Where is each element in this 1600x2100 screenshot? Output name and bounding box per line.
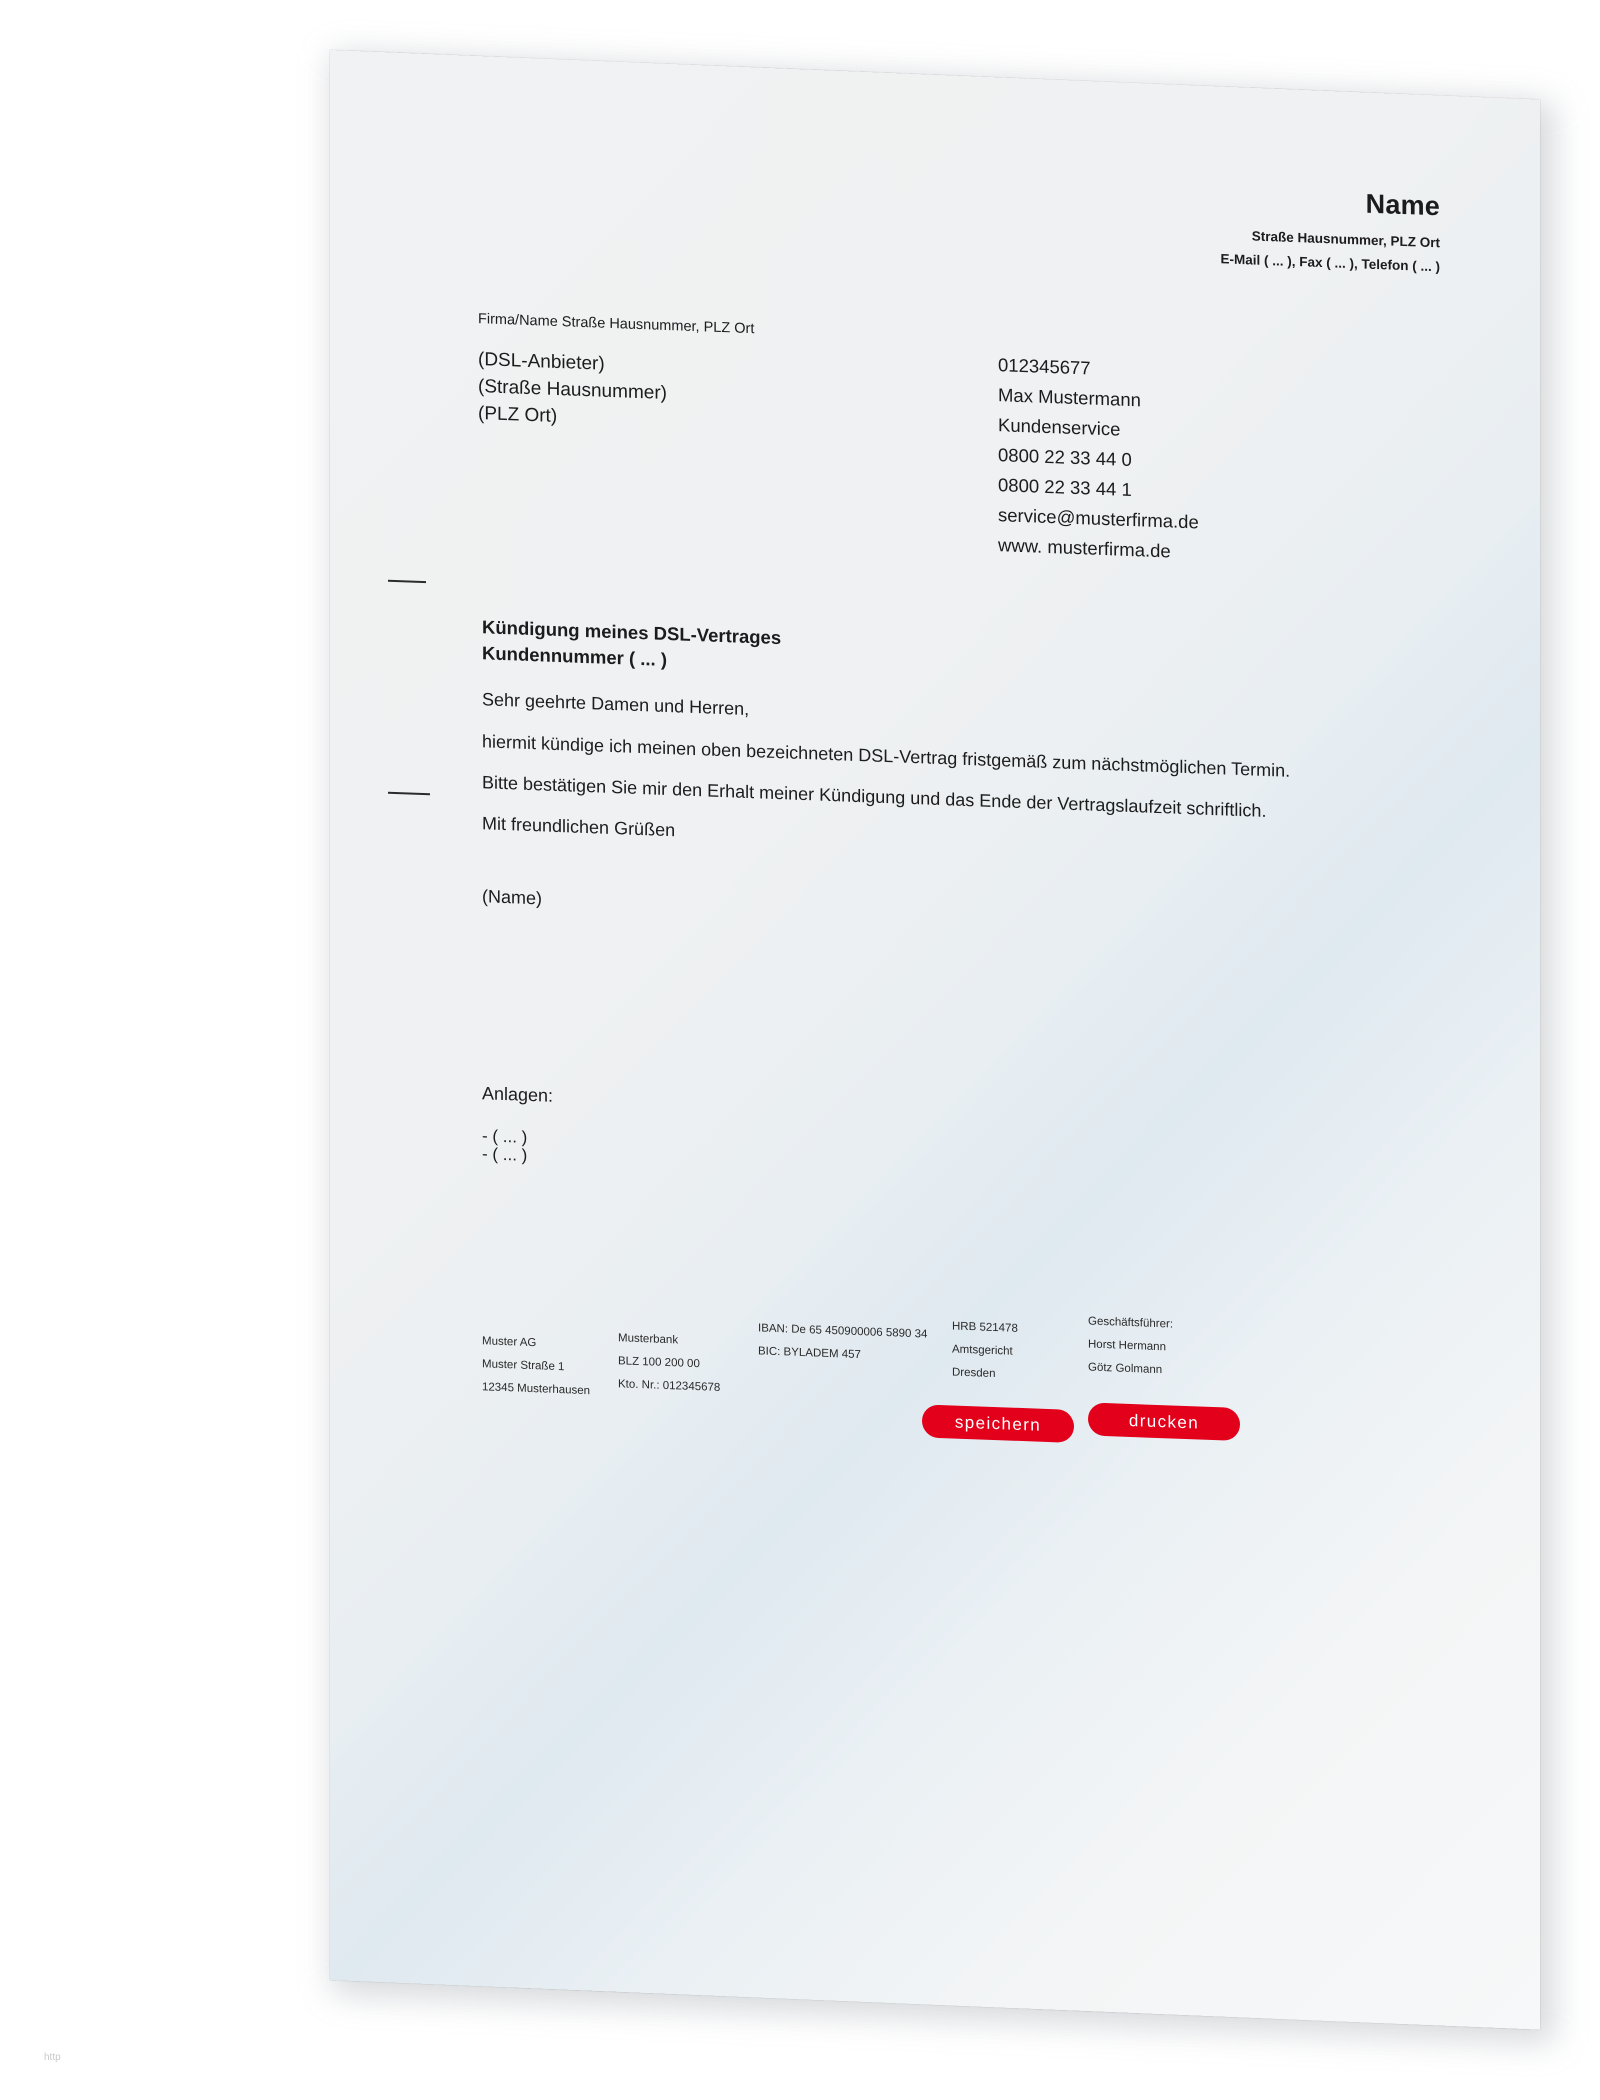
- contact-person-name: Max Mustermann: [998, 384, 1141, 411]
- print-button[interactable]: drucken: [1088, 1402, 1240, 1441]
- footer-management-block: [1088, 1310, 1173, 1382]
- subject-line-1: Kündigung meines DSL-Vertrages: [482, 616, 782, 649]
- footer-bank-line-1: Musterbank: [618, 1332, 679, 1347]
- footer-bank-line-3: Kto. Nr.: 012345678: [618, 1378, 721, 1394]
- closing-phrase: Mit freundlichen Grüßen: [482, 813, 676, 841]
- sender-reference-line: Firma/Name Straße Hausnummer, PLZ Ort: [478, 311, 755, 338]
- contact-phone: 0800 22 33 44 0: [998, 444, 1132, 471]
- footer-company-line-3: 12345 Musterhausen: [482, 1381, 591, 1398]
- footer-register-line-2: Amtsgericht: [952, 1343, 1013, 1358]
- footer-company-block: [482, 1330, 590, 1403]
- salutation: Sehr geehrte Damen und Herren,: [482, 689, 750, 720]
- footer-register-line-3: Dresden: [952, 1366, 996, 1381]
- footer-management-title: Geschäftsführer:: [1088, 1315, 1174, 1331]
- footer-management-name-2: Götz Golmann: [1088, 1361, 1163, 1377]
- footer-company-line-2: Muster Straße 1: [482, 1358, 565, 1374]
- attachment-item-2: - ( ... ): [482, 1144, 528, 1165]
- footer-register-line-1: HRB 521478: [952, 1320, 1018, 1335]
- attachment-item-1: - ( ... ): [482, 1126, 528, 1147]
- subject-line-2: Kundennummer ( ... ): [482, 642, 667, 670]
- contact-department: Kundenservice: [998, 414, 1121, 440]
- footer-bic-line: BIC: BYLADEM 457: [758, 1345, 861, 1362]
- footer-management-name-1: Horst Hermann: [1088, 1338, 1166, 1354]
- fold-mark-upper: [388, 580, 426, 583]
- sender-name: Name: [1365, 188, 1440, 222]
- contact-email: service@musterfirma.de: [998, 504, 1199, 533]
- footer-iban-line: IBAN: De 65 450900006 5890 34: [758, 1322, 928, 1341]
- body-paragraph-2: Bitte bestätigen Sie mir den Erhalt meiner Kündigung und das Ende der Vertragslaufzeit schriftlich.: [482, 772, 1267, 821]
- contact-customer-number: 012345677: [998, 354, 1091, 379]
- footer-bank-line-2: BLZ 100 200 00: [618, 1355, 700, 1371]
- footer-register-block: [952, 1315, 1018, 1386]
- recipient-line-1: (DSL-Anbieter): [478, 349, 605, 375]
- body-paragraph-1: hiermit kündige ich meinen oben bezeichneten DSL-Vertrag fristgemäß zum nächstmöglichen Termin.: [482, 731, 1291, 781]
- footer-bank-block: [618, 1327, 720, 1400]
- sender-address: Straße Hausnummer, PLZ Ort: [1251, 228, 1440, 251]
- document-page: [330, 50, 1540, 2030]
- contact-website: www. musterfirma.de: [998, 534, 1171, 562]
- footer-company-line-1: Muster AG: [482, 1335, 537, 1350]
- save-button[interactable]: speichern: [922, 1404, 1074, 1443]
- sender-contact: E-Mail ( ... ), Fax ( ... ), Telefon ( ... ): [1220, 251, 1440, 275]
- recipient-line-2: (Straße Hausnummer): [478, 376, 667, 404]
- recipient-line-3: (PLZ Ort): [478, 403, 558, 427]
- watermark-text: http: [44, 2052, 61, 2063]
- fold-mark-lower: [388, 792, 430, 796]
- signature-placeholder: (Name): [482, 886, 543, 909]
- attachments-title: Anlagen:: [482, 1083, 554, 1106]
- contact-fax: 0800 22 33 44 1: [998, 474, 1132, 501]
- footer-iban-block: [758, 1317, 927, 1369]
